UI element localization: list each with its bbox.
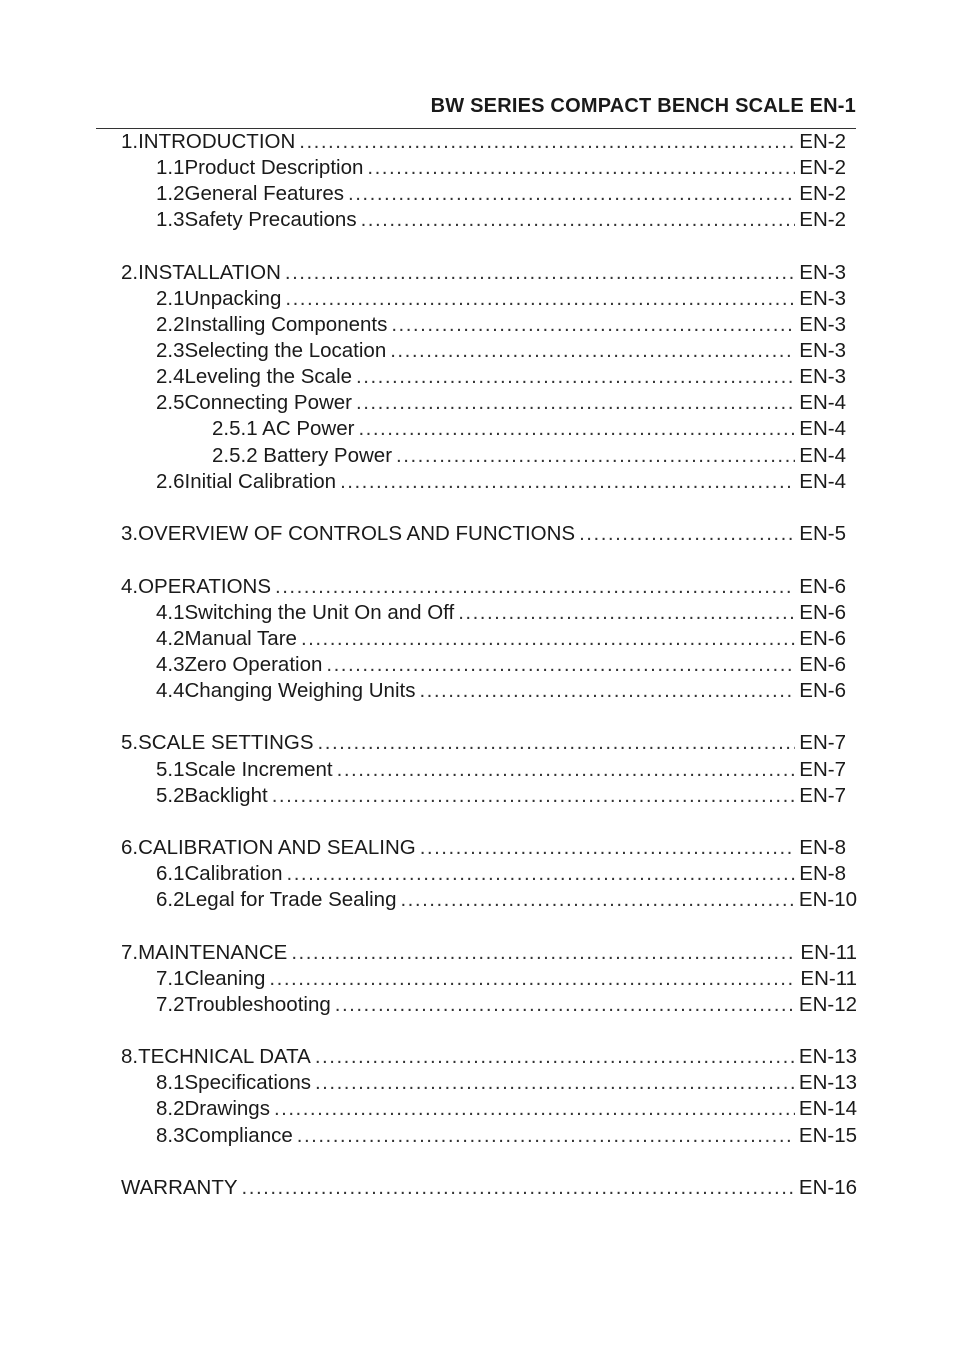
toc-entry-label: Selecting the Location	[184, 339, 387, 362]
toc-entry-label: OVERVIEW OF CONTROLS AND FUNCTIONS	[138, 522, 576, 545]
toc-entry[interactable]	[156, 626, 846, 652]
dot-leader	[367, 155, 795, 181]
toc-entry-page: EN-12	[798, 993, 857, 1016]
toc-entry-page: EN-4	[799, 417, 846, 440]
toc-entry-label: Backlight	[184, 784, 268, 807]
toc-entry-page: EN-2	[799, 130, 846, 153]
toc-entry-label: Specifications	[184, 1071, 311, 1094]
toc-entry[interactable]	[156, 1123, 857, 1149]
toc-entry-page: EN-4	[799, 444, 846, 467]
toc-entry[interactable]	[121, 260, 846, 286]
toc-entry-page: EN-16	[798, 1176, 857, 1199]
dot-leader	[340, 469, 795, 495]
toc-entry-label: INTRODUCTION	[138, 130, 296, 153]
toc-entry[interactable]	[121, 129, 846, 155]
toc-entry-number: 1.2	[156, 182, 185, 205]
dot-leader	[579, 521, 795, 547]
toc-entry[interactable]	[156, 1070, 857, 1096]
toc-entry[interactable]	[156, 678, 846, 704]
toc-entry[interactable]	[156, 207, 846, 233]
toc-entry-number: 5.1	[156, 758, 185, 781]
toc-entry-number: 4.1	[156, 601, 185, 624]
toc-entry-number: 4.2	[156, 627, 185, 650]
toc-entry-label: Leveling the Scale	[184, 365, 353, 388]
dot-leader	[285, 260, 795, 286]
toc-entry[interactable]	[121, 835, 846, 861]
dot-leader	[396, 443, 795, 469]
toc-entry-number: 6.	[121, 836, 139, 859]
toc-entry-page: EN-8	[799, 862, 846, 885]
toc-entry-number: 7.1	[156, 967, 185, 990]
toc-entry-number: 1.1	[156, 156, 185, 179]
toc-entry[interactable]	[212, 416, 846, 442]
toc-entry-page: EN-10	[798, 888, 857, 911]
toc-entry[interactable]	[156, 757, 846, 783]
toc-entry[interactable]	[121, 1175, 857, 1201]
dot-leader	[391, 312, 795, 338]
toc-entry-number: 2.4	[156, 365, 185, 388]
toc-entry-label: Compliance	[184, 1124, 293, 1147]
toc-entry-label: SCALE SETTINGS	[138, 731, 314, 754]
dot-leader	[297, 1123, 795, 1149]
toc-entry[interactable]	[121, 1044, 857, 1070]
toc-entry-label: 2.5.2 Battery Power	[212, 444, 393, 467]
toc-entry[interactable]	[121, 574, 846, 600]
toc-entry-label: Zero Operation	[184, 653, 323, 676]
toc-entry[interactable]	[156, 312, 846, 338]
toc-entry-number: 5.2	[156, 784, 185, 807]
toc-entry[interactable]	[156, 652, 846, 678]
toc-entry-page: EN-6	[799, 653, 846, 676]
dot-leader	[419, 678, 795, 704]
toc-entry-label: WARRANTY	[121, 1176, 238, 1199]
toc-entry-page: EN-13	[798, 1071, 857, 1094]
dot-leader	[272, 783, 796, 809]
toc-entry-label: MAINTENANCE	[138, 941, 288, 964]
toc-entry-page: EN-13	[798, 1045, 857, 1068]
toc-entry-page: EN-4	[799, 391, 846, 414]
toc-entry-page: EN-14	[798, 1097, 857, 1120]
toc-entry-number: 2.	[121, 261, 139, 284]
dot-leader	[348, 181, 795, 207]
dot-leader	[291, 940, 796, 966]
toc-entry-page: EN-6	[799, 575, 846, 598]
toc-entry[interactable]	[156, 469, 846, 495]
dot-leader	[285, 286, 795, 312]
dot-leader	[299, 129, 795, 155]
toc-entry-number: 7.2	[156, 993, 185, 1016]
toc-entry-label: OPERATIONS	[138, 575, 271, 598]
toc-entry-label: General Features	[184, 182, 345, 205]
toc-entry[interactable]	[156, 364, 846, 390]
toc-entry-page: EN-2	[799, 208, 846, 231]
dot-leader	[356, 364, 795, 390]
toc-entry-page: EN-6	[799, 679, 846, 702]
toc-entry[interactable]	[156, 861, 846, 887]
toc-entry-number: 7.	[121, 941, 139, 964]
toc-entry[interactable]	[156, 338, 846, 364]
toc-entry-page: EN-3	[799, 261, 846, 284]
dot-leader	[390, 338, 795, 364]
toc-entry-number: 8.	[121, 1045, 139, 1068]
toc-entry[interactable]	[212, 443, 846, 469]
dot-leader	[335, 992, 795, 1018]
toc-entry-label: Initial Calibration	[184, 470, 337, 493]
toc-entry-page: EN-8	[799, 836, 846, 859]
toc-entry[interactable]	[156, 966, 857, 992]
dot-leader	[420, 835, 796, 861]
toc-entry-label: Drawings	[184, 1097, 270, 1120]
dot-leader	[358, 416, 795, 442]
dot-leader	[269, 966, 796, 992]
toc-entry-number: 2.3	[156, 339, 185, 362]
toc-entry-number: 8.1	[156, 1071, 185, 1094]
toc-entry-label: Changing Weighing Units	[184, 679, 416, 702]
dot-leader	[326, 652, 795, 678]
dot-leader	[361, 207, 796, 233]
toc-entry-page: EN-11	[800, 941, 857, 964]
toc-entry[interactable]	[156, 887, 857, 913]
toc-entry-label: Calibration	[184, 862, 283, 885]
page-header: BW SERIES COMPACT BENCH SCALE EN-1	[430, 95, 856, 117]
toc-entry[interactable]	[156, 992, 857, 1018]
toc-entry-number: 6.2	[156, 888, 185, 911]
toc-entry[interactable]	[156, 1096, 857, 1122]
toc-entry[interactable]	[156, 390, 846, 416]
toc-entry-number: 8.3	[156, 1124, 185, 1147]
toc-entry-label: Switching the Unit On and Off	[184, 601, 455, 624]
toc-entry-number: 4.4	[156, 679, 185, 702]
dot-leader	[274, 1096, 795, 1122]
toc-entry-label: INSTALLATION	[138, 261, 281, 284]
toc-entry-page: EN-2	[799, 182, 846, 205]
toc-entry-number: 1.	[121, 130, 139, 153]
toc-entry-label: TECHNICAL DATA	[138, 1045, 311, 1068]
toc-entry[interactable]	[121, 521, 846, 547]
toc-entry-number: 5.	[121, 731, 139, 754]
toc-entry-page: EN-4	[799, 470, 846, 493]
toc-entry-label: Manual Tare	[184, 627, 297, 650]
toc-entry-page: EN-15	[798, 1124, 857, 1147]
toc-entry-label: Product Description	[184, 156, 364, 179]
toc-entry-label: Installing Components	[184, 313, 388, 336]
toc-entry-label: Unpacking	[184, 287, 282, 310]
toc-entry-number: 8.2	[156, 1097, 185, 1120]
dot-leader	[337, 757, 796, 783]
toc-entry-number: 2.5	[156, 391, 185, 414]
dot-leader	[287, 861, 796, 887]
toc-entry-number: 3.	[121, 522, 139, 545]
toc-entry-number: 2.2	[156, 313, 185, 336]
toc-entry-number: 1.3	[156, 208, 185, 231]
toc-entry[interactable]	[156, 600, 846, 626]
toc-entry[interactable]	[121, 730, 846, 756]
toc-entry-label: Troubleshooting	[184, 993, 331, 1016]
toc-entry-page: EN-3	[799, 339, 846, 362]
toc-entry[interactable]	[121, 940, 857, 966]
toc-entry-page: EN-2	[799, 156, 846, 179]
toc-entry-label: CALIBRATION AND SEALING	[138, 836, 416, 859]
dot-leader	[356, 390, 795, 416]
toc-entry-label: Cleaning	[184, 967, 266, 990]
toc-entry-label: Scale Increment	[184, 758, 333, 781]
toc-entry-page: EN-11	[800, 967, 857, 990]
dot-leader	[318, 730, 796, 756]
toc-entry-number: 6.1	[156, 862, 185, 885]
toc-entry-number: 2.1	[156, 287, 185, 310]
dot-leader	[400, 887, 794, 913]
dot-leader	[315, 1070, 795, 1096]
toc-entry-label: Safety Precautions	[184, 208, 357, 231]
dot-leader	[315, 1044, 795, 1070]
toc-entry-page: EN-5	[799, 522, 846, 545]
toc-entry-page: EN-3	[799, 287, 846, 310]
toc-entry-number: 2.6	[156, 470, 185, 493]
toc-entry-number: 4.	[121, 575, 139, 598]
toc-entry-page: EN-7	[799, 731, 846, 754]
toc-entry-page: EN-7	[799, 784, 846, 807]
toc-entry[interactable]	[156, 286, 846, 312]
dot-leader	[301, 626, 795, 652]
toc-entry-page: EN-6	[799, 627, 846, 650]
toc-entry[interactable]	[156, 181, 846, 207]
toc-entry-page: EN-3	[799, 313, 846, 336]
toc-entry-page: EN-7	[799, 758, 846, 781]
toc-entry-label: Connecting Power	[184, 391, 353, 414]
toc-entry[interactable]	[156, 783, 846, 809]
toc-entry-label: Legal for Trade Sealing	[184, 888, 397, 911]
dot-leader	[242, 1175, 795, 1201]
toc-entry-label: 2.5.1 AC Power	[212, 417, 355, 440]
toc-entry-page: EN-3	[799, 365, 846, 388]
toc-entry-page: EN-6	[799, 601, 846, 624]
toc-entry-number: 4.3	[156, 653, 185, 676]
toc-entry[interactable]	[156, 155, 846, 181]
dot-leader	[458, 600, 795, 626]
dot-leader	[275, 574, 795, 600]
